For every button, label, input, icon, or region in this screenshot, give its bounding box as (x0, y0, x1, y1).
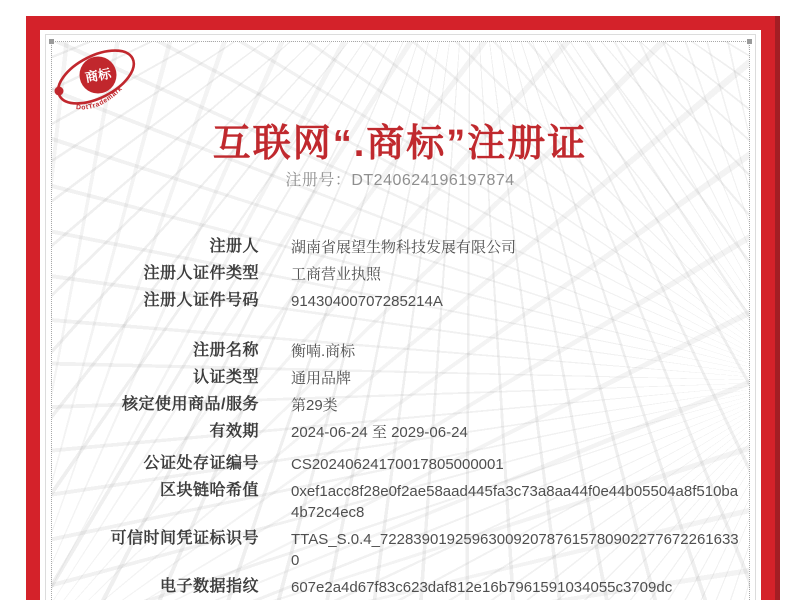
field-value: 衡喃.商标 (291, 343, 356, 360)
field-label: 注册人 (209, 238, 259, 255)
field-value: 工商营业执照 (291, 266, 382, 283)
field-value: 607e2a4d67f83c623daf812e16b7961591034055c3709dc (291, 579, 673, 596)
registration-number: 注册号：DT240624196197874 (285, 172, 515, 189)
field-value: 第29类 (291, 397, 338, 414)
certificate-title: 互联网“.商标”注册证 (212, 123, 588, 165)
field-value: 湖南省展望生物科技发展有限公司 (291, 239, 517, 256)
field-row-goods-class (59, 394, 759, 416)
field-row-id-number (59, 290, 759, 312)
field-value: 通用品牌 (291, 370, 352, 387)
field-row-notary-number (59, 453, 759, 475)
field-row-registered-name (59, 340, 759, 362)
logo-circle-text: 商标 (83, 65, 113, 86)
field-value: CS20240624170017805000001 (291, 456, 504, 473)
field-label: 注册人证件号码 (143, 292, 259, 309)
field-row-id-type (59, 263, 759, 285)
field-row-validity (59, 421, 759, 443)
field-row-data-fingerprint (59, 576, 759, 598)
field-label: 有效期 (209, 423, 259, 440)
field-label: 可信时间凭证标识号 (110, 530, 259, 547)
certificate-fields (59, 236, 759, 600)
field-label: 注册名称 (192, 342, 259, 359)
field-row-cert-type (59, 367, 759, 389)
field-value: TTAS_S.0.4_72283901925963009207876157809022776722616330 (291, 531, 739, 569)
field-label: 注册人证件类型 (143, 265, 259, 282)
field-row-blockchain-hash (59, 480, 759, 523)
field-row-registrant (59, 236, 759, 258)
field-value: 91430400707285214A (291, 293, 443, 310)
field-value: 0xef1acc8f28e0f2ae58aad445fa3c73a8aa44f0e44b05504a8f510ba4b72c4ec8 (291, 483, 739, 521)
logo-orbit-text: DotTrademark (75, 85, 125, 112)
field-label: 核定使用商品/服务 (122, 396, 259, 413)
field-row-timestamp-id (59, 528, 759, 571)
field-value: 2024-06-24 至 2029-06-24 (291, 424, 468, 441)
field-label: 公证处存证编号 (143, 455, 259, 472)
field-label: 认证类型 (192, 369, 259, 386)
field-label: 区块链哈希值 (159, 482, 259, 499)
field-label: 电子数据指纹 (159, 578, 259, 595)
